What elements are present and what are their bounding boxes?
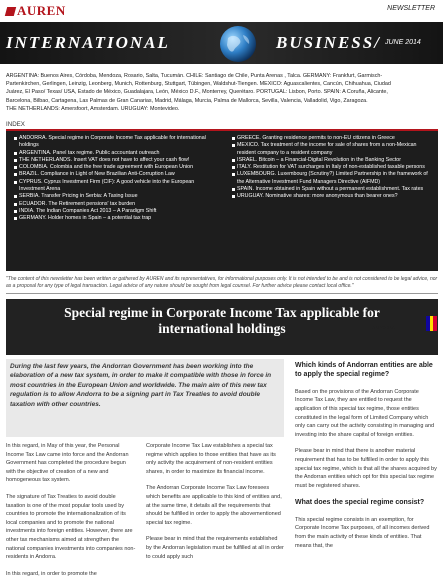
newsletter-label: NEWSLETTER (387, 5, 435, 12)
office-locations (6, 72, 438, 113)
index-link-luxembourg[interactable]: LUXEMBOURG. Luxembourg (Scrutiny?) Limited Partnership in the framework of the Alternative Investment Fund Managers Directive (AIFMD) (232, 171, 432, 186)
paragraph: In this regard, in order to promote the (6, 570, 97, 577)
index-link-andorra[interactable]: ANDORRA. Special regime in Corporate Income Tax applicable for international holdings (14, 135, 214, 150)
index-link-greece[interactable]: GREECE. Granting residence permits to non-EU citizens in Greece (232, 135, 432, 142)
index-link-india[interactable]: INDIA. The Indian Companies Act 2013 – A Paradigm Shift (14, 208, 214, 215)
article-title: Special regime in Corporate Income Tax applicable for international holdings (64, 305, 380, 336)
masthead-title-left: INTERNATIONAL (6, 33, 170, 52)
index-link-serbia[interactable]: SERBIA. Transfer Pricing in Serbia: A Taxing Issue (14, 193, 214, 200)
globe-icon (218, 24, 258, 64)
andorra-flag-icon (426, 316, 437, 331)
index-link-brazil[interactable]: BRAZIL. Compliance in Light of New Brazilian Anti-Corruption Law (14, 171, 214, 178)
paragraph: In this regard, in May of this year, the Personal Income Tax Law came into force and the Andorran Government has completed the procedure begun with the objective of creation of a new and homogeneous tax system. (6, 443, 129, 484)
paragraph: The signature of Tax Treaties to avoid double taxation is one of the most popular tools used by countries to promote the internationalization of its local companies and to promote the national investments into foreign entities. However, there are other tax mechanisms aimed at strengthen the national companies investments into companies non-residents in Andorra. (6, 493, 136, 561)
index-column-right (232, 135, 432, 201)
paragraph: The Andorran Corporate Income Tax Law foresees which benefits are applicable to this kind of entities and, at the same time, it details all the requirements that should be fulfilled in order to apply the abovementioned special tax regime. (146, 485, 282, 526)
auren-logo (6, 3, 66, 19)
index-link-italy[interactable]: ITALY. Restitution for VAT surcharges in Italy of non-established taxable persons (232, 164, 432, 171)
logo-text: AUREN (17, 3, 66, 18)
index-heading: INDEX (6, 121, 25, 128)
paragraph: Please bear in mind that there is another material requirement that has to be fulfilled in order to apply this special tax regime, which is that all the shares acquired by the Andorran entities which opt for this special tax regime must be registered shares. (295, 448, 437, 489)
legal-disclaimer: "The content of this newsletter has been written or gathered by AUREN and its representatives, for informational purposes only. It is not intended to be and is not considered to be legal advice, nor as a proposal for any type of legal transaction. Legal advice of any nature should be sought from legal counsel. For further advice please contact local office." (6, 276, 438, 290)
office-line: THE NETHERLANDS: Amersfoort, Amsterdam. URUGUAY: Montevideo. (6, 105, 180, 112)
paragraph: Corporate Income Tax Law establishes a special tax regime which applies to those entities that have as its only activity the acquirement of non-resident entities shares, in order to maximize its financial income. (146, 443, 276, 475)
issue-date: JUNE 2014 (385, 39, 421, 46)
article-column-1 (6, 442, 136, 586)
index-link-spain[interactable]: SPAIN. Income obtained in Spain without a permanent establishment. Tax rates (232, 186, 432, 193)
index-link-uruguay[interactable]: URUGUAY. Nominative shares: more anonymous than bearer ones? (232, 193, 432, 200)
flag-stripe-red (433, 316, 437, 331)
question-heading: Which kinds of Andorran entities are able to apply the special regime? (295, 362, 433, 379)
office-line: ARGENTINA: Buenos Aires, Córdoba, Mendoza, Rosario, Salta, Tucumán. CHILE: Santiago de Chile, Punta Arenas , Talca. GERMANY: Frankfurt, Garmisch- (6, 73, 383, 79)
masthead-banner (0, 22, 443, 64)
index-link-mexico[interactable]: MEXICO. Tax treatment of the income for sale of shares from a non-Mexican resident company to a resident company (232, 142, 432, 157)
paragraph: Please bear in mind that the requirements established by the Andorran legislation must be fulfilled at all in order to could apply such (146, 536, 284, 560)
masthead-title-right: BUSINESS/ (276, 33, 381, 52)
article-column-3 (295, 361, 438, 558)
index-column-left (14, 135, 214, 223)
index-link-colombia[interactable]: COLOMBIA. Colombia and the free trade agreement with European Union (14, 164, 214, 171)
index-box (6, 129, 438, 271)
country-tag: ANDORRA (372, 325, 395, 330)
index-link-argentina[interactable]: ARGENTINA. Panel tax regime. Public accountant outreach (14, 150, 214, 157)
article-column-2 (146, 442, 284, 569)
divider (6, 293, 438, 294)
index-link-netherlands[interactable]: THE NETHERLANDS. Insert VAT does not have to affect your cash flow! (14, 157, 214, 164)
question-heading: What does the special regime consist? (295, 499, 425, 507)
index-link-germany[interactable]: GERMANY. Holder homes in Spain – a potential tax trap (14, 215, 214, 222)
paragraph: This special regime consists in an exemption, for Corporate Income Tax purposes, of all incomes derived from the main activity of these kinds of entities. That means that, the (295, 516, 430, 549)
index-link-ecuador[interactable]: ECUADOR. The Retirement pensions' tax burden (14, 201, 214, 208)
office-line: Partenkirchen, Gerlingen, Leinzig, Leonberg, Munich, Rottenburg, Stuttgart, Tübingen, Waldshut-Tiengen. MEXICO: Aguascalientes, Cancún, Chihuahua, Ciudad (6, 81, 391, 88)
index-link-israel[interactable]: ISRAEL. Bitcoin – a Financial-Digital Revolution in the Banking Sector (232, 157, 432, 164)
office-line: Juárez, El Paso/ Texas/ USA, Estado de México, Guadalajara, León, México D.F., Monterrey, Querétaro. PORTUGAL: Lisbon, Porto. SPAIN: A Coruña, Alicante, (6, 89, 388, 96)
office-line: Barcelona, Bilbao, Cartagena, Las Palmas de Gran Canarias, Madrid, Málaga, Murcia, Palma de Mallorca, Sevilla, Valencia, Valladolid, Vigo, Zaragoza. (6, 97, 368, 104)
article-intro: During the last few years, the Andorran Government has been working into the elaboration of a new tax system, in order to make it compatible with those in force in most countries in the European Union and worldwide. The main aim of this new tax regulation is to allow Andorra to be a signing part in Tax Treaties to avoid double taxation with other countries. (6, 359, 284, 437)
paragraph: Based on the provisions of the Andorran Corporate Income Tax Law, they are entitled to request the application of this special tax regime, those entities constituted in the legal form of Limited Company which only can carry out the activity consisting in managing and investing into the share capital of foreign entities. (295, 388, 435, 438)
logo-mark-icon (5, 7, 16, 16)
top-bar (0, 0, 443, 22)
index-link-cyprus[interactable]: CYPRUS. Cyprus Investment Firm (CIF): A good vehicle into the European Investment Arena (14, 179, 214, 194)
